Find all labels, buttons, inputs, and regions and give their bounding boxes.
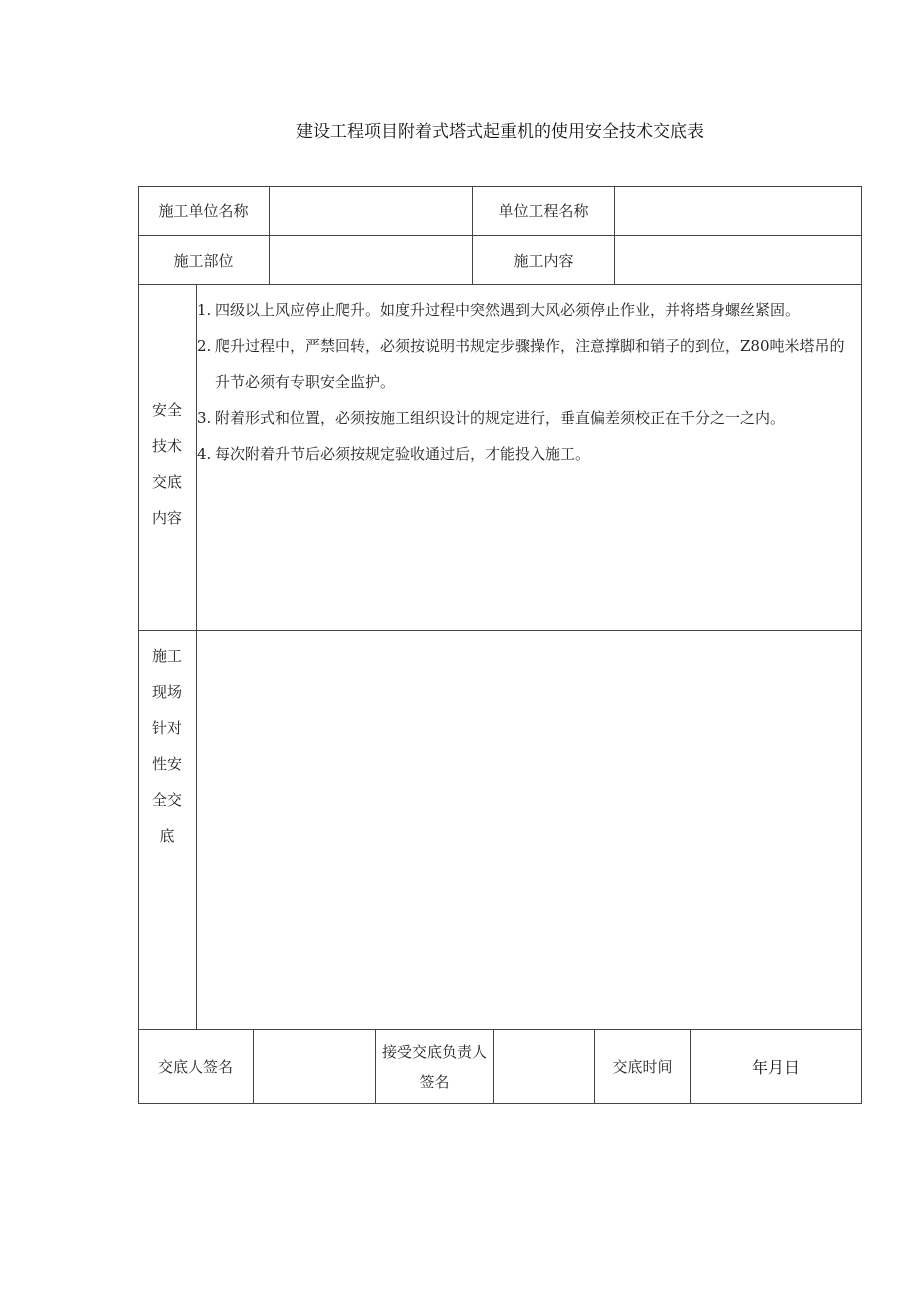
- onsite-label-line: 针对: [151, 719, 182, 737]
- project-name-label: 单位工程名称: [498, 202, 589, 220]
- clause-number: 4.: [197, 445, 212, 463]
- disclosure-time-label: 交底时间: [612, 1058, 673, 1076]
- table-border-bottom: [138, 1103, 862, 1104]
- onsite-label-line: 全交: [151, 791, 182, 809]
- safety-section-label: [144, 392, 190, 536]
- safety-clauses: [199, 292, 859, 472]
- onsite-label-line: 底: [159, 827, 175, 845]
- content-label: 施工内容: [513, 251, 574, 270]
- giver-signature-label: 交底人签名: [157, 1058, 233, 1076]
- clause-text: 附着形式和位置，必须按施工组织设计的规定进行，垂直偏差须校正在千分之一之内。: [215, 409, 786, 427]
- safety-label-line: 内容: [151, 509, 182, 527]
- content-field[interactable]: [615, 236, 861, 284]
- table-border-left: [138, 186, 139, 1104]
- table-border-right: [861, 186, 862, 1104]
- onsite-content-field[interactable]: [197, 631, 861, 1029]
- safety-clause: [199, 292, 859, 328]
- onsite-label-line: 性安: [151, 755, 182, 773]
- disclosure-date-field[interactable]: 年月日: [751, 1058, 800, 1077]
- giver-signature-field[interactable]: [254, 1030, 375, 1103]
- clause-text: 爬升过程中，严禁回转，必须按说明书规定步骤操作，注意撑脚和销子的到位，Z80吨米塔吊的升节必须有专职安全监护。: [215, 337, 845, 391]
- clause-number: 3.: [197, 409, 212, 427]
- safety-label-line: 交底: [151, 473, 182, 491]
- page-title: 建设工程项目附着式塔式起重机的使用安全技术交底表: [296, 122, 704, 142]
- project-name-field[interactable]: [615, 186, 861, 235]
- unit-name-label: 施工单位名称: [158, 202, 249, 220]
- safety-clause: [199, 328, 859, 400]
- safety-label-line: 安全: [151, 401, 182, 419]
- safety-clause: [199, 436, 859, 472]
- disclosure-form: [138, 186, 862, 1104]
- table-rule: [138, 284, 862, 285]
- onsite-label-line: 施工: [151, 647, 182, 665]
- onsite-section-label: [144, 638, 190, 854]
- clause-number: 1.: [197, 301, 212, 319]
- safety-clause: [199, 400, 859, 436]
- receiver-signature-label: 接受交底负责人签名: [382, 1042, 488, 1091]
- site-part-label: 施工部位: [173, 251, 234, 270]
- clause-text: 四级以上风应停止爬升。如度升过程中突然遇到大风必须停止作业，并将塔身螺丝紧固。: [215, 301, 801, 319]
- site-part-field[interactable]: [270, 236, 472, 284]
- onsite-label-line: 现场: [151, 683, 182, 701]
- safety-label-line: 技术: [151, 437, 182, 455]
- unit-name-field[interactable]: [270, 186, 472, 235]
- receiver-signature-field[interactable]: [494, 1030, 594, 1103]
- clause-text: 每次附着升节后必须按规定验收通过后，才能投入施工。: [215, 445, 591, 463]
- clause-number: 2.: [197, 337, 212, 355]
